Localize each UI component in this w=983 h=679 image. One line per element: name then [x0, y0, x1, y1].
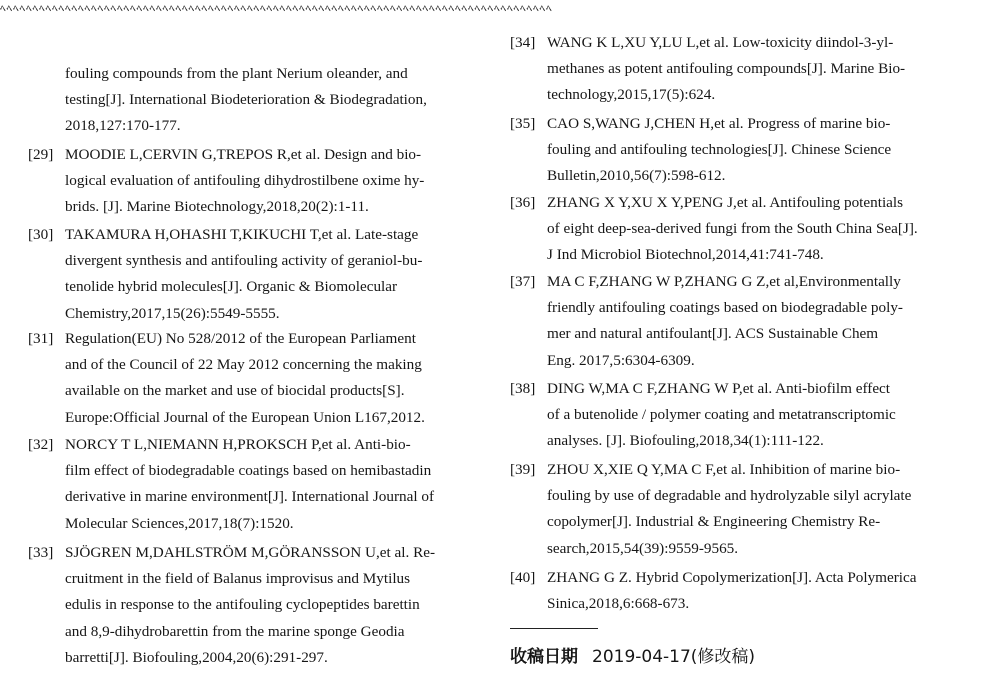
reference-body	[510, 190, 918, 269]
reference-line: search,2015,54(39):9559-9565.	[547, 539, 739, 557]
reference-body	[28, 142, 424, 221]
reference-number: [33]	[28, 544, 54, 561]
reference-line: fouling and antifouling technologies[J]. Chinese Science	[547, 141, 892, 159]
reference-body	[510, 111, 891, 190]
reference-line: fouling compounds from the plant Nerium oleander, and	[65, 65, 408, 82]
reference-body	[28, 61, 427, 140]
reference-line: cruitment in the field of Balanus improvisus and Mytilus	[65, 570, 411, 588]
reference-line: CAO S,WANG J,CHEN H,et al. Progress of marine bio-	[547, 115, 891, 132]
reference-35	[510, 111, 891, 190]
reference-line: available on the market and use of biocidal products[S].	[65, 382, 405, 400]
reference-line: Chemistry,2017,15(26):5549-5555.	[65, 304, 280, 322]
reference-37	[510, 269, 903, 374]
reference-32	[28, 432, 434, 537]
footnote-divider	[510, 628, 598, 629]
reference-line: mer and natural antifoulant[J]. ACS Sustainable Chem	[547, 325, 879, 343]
reference-body	[28, 326, 425, 431]
reference-number: [31]	[28, 330, 54, 347]
reference-line: film effect of biodegradable coatings based on hemibastadin	[65, 462, 432, 480]
reference-line: ZHOU X,XIE Q Y,MA C F,et al. Inhibition of marine bio-	[547, 461, 901, 478]
reference-body	[510, 376, 896, 455]
reference-line: TAKAMURA H,OHASHI T,KIKUCHI T,et al. Late-stage	[65, 226, 419, 243]
reference-line: and 8,9-dihydrobarettin from the marine sponge Geodia	[65, 622, 405, 640]
reference-number: [35]	[510, 115, 536, 132]
reference-line: and of the Council of 22 May 2012 concerning the making	[65, 356, 422, 374]
reference-number: [29]	[28, 146, 54, 163]
reference-number: [39]	[510, 461, 536, 478]
reference-29	[28, 142, 424, 221]
reference-33	[28, 540, 435, 671]
reference-body	[28, 222, 422, 327]
reference-31	[28, 326, 425, 431]
received-date-value: 2019-04-17(修改稿)	[592, 647, 756, 667]
reference-line: SJÖGREN M,DAHLSTRÖM M,GÖRANSSON U,et al. Re-	[65, 544, 436, 561]
reference-36	[510, 190, 918, 269]
reference-body	[510, 457, 911, 562]
reference-line: barretti[J]. Biofouling,2004,20(6):291-297.	[65, 648, 328, 666]
reference-number: [30]	[28, 226, 54, 243]
reference-line: derivative in marine environment[J]. International Journal of	[65, 488, 435, 506]
reference-line: Eng. 2017,5:6304-6309.	[547, 351, 695, 369]
reference-39	[510, 457, 911, 562]
reference-line: testing[J]. International Biodeterioration & Biodegradation,	[65, 91, 427, 109]
reference-line: Sinica,2018,6:668-673.	[547, 595, 690, 613]
reference-34	[510, 30, 905, 109]
reference-line: logical evaluation of antifouling dihydrostilbene oxime hy-	[65, 172, 425, 190]
reference-line: MA C F,ZHANG W P,ZHANG G Z,et al,Environmentally	[547, 273, 901, 290]
reference-30	[28, 222, 422, 327]
reference-body	[510, 269, 903, 374]
reference-number: [36]	[510, 194, 536, 211]
received-date-label: 收稿日期	[510, 647, 578, 667]
reference-line: technology,2015,17(5):624.	[547, 86, 716, 104]
reference-continuation	[28, 61, 427, 140]
reference-line: analyses. [J]. Biofouling,2018,34(1):111-122.	[547, 432, 824, 450]
reference-line: copolymer[J]. Industrial & Engineering Chemistry Re-	[547, 513, 881, 531]
reference-line: MOODIE L,CERVIN G,TREPOS R,et al. Design and bio-	[65, 146, 422, 163]
reference-body	[28, 540, 435, 671]
reference-line: edulis in response to the antifouling cyclopeptides barettin	[65, 596, 420, 614]
reference-body	[510, 30, 905, 109]
reference-line: Bulletin,2010,56(7):598-612.	[547, 167, 726, 185]
reference-line: WANG K L,XU Y,LU L,et al. Low-toxicity diindol-3-yl-	[547, 34, 894, 51]
reference-38	[510, 376, 896, 455]
reference-line: NORCY T L,NIEMANN H,PROKSCH P,et al. Anti-bio-	[65, 436, 411, 453]
reference-line: J Ind Microbiol Biotechnol,2014,41:741-748.	[547, 246, 824, 264]
reference-line: of eight deep-sea-derived fungi from the South China Sea[J].	[547, 220, 918, 238]
reference-line: ZHANG X Y,XU X Y,PENG J,et al. Antifouling potentials	[547, 194, 904, 211]
reference-line: divergent synthesis and antifouling activity of geraniol-bu-	[65, 252, 423, 270]
reference-line: Molecular Sciences,2017,18(7):1520.	[65, 514, 294, 532]
reference-line: Regulation(EU) No 528/2012 of the European Parliament	[65, 330, 416, 347]
reference-40	[510, 565, 916, 617]
reference-line: ZHANG G Z. Hybrid Copolymerization[J]. Acta Polymerica	[547, 569, 917, 586]
reference-number: [32]	[28, 436, 54, 453]
reference-line: of a butenolide / polymer coating and metatranscriptomic	[547, 406, 896, 424]
reference-line: methanes as potent antifouling compounds[J]. Marine Bio-	[547, 60, 906, 78]
reference-number: [34]	[510, 34, 536, 51]
reference-number: [38]	[510, 380, 536, 397]
reference-number: [40]	[510, 569, 536, 586]
reference-body	[510, 565, 916, 617]
reference-line: fouling by use of degradable and hydrolyzable silyl acrylate	[547, 487, 912, 505]
received-date-note	[510, 645, 755, 669]
reference-line: friendly antifouling coatings based on biodegradable poly-	[547, 299, 903, 317]
decorative-top-border: ﾍﾍﾍﾍﾍﾍﾍﾍﾍﾍﾍﾍﾍﾍﾍﾍﾍﾍﾍﾍﾍﾍﾍﾍﾍﾍﾍﾍﾍﾍﾍﾍﾍﾍﾍﾍﾍﾍﾍﾍﾍﾍﾍﾍﾍﾍﾍﾍﾍﾍﾍﾍﾍﾍﾍﾍﾍﾍﾍﾍﾍﾍﾍﾍﾍﾍﾍﾍﾍﾍﾍﾍﾍﾍﾍﾍﾍﾍﾍﾍﾍﾍﾍﾍﾍ	[0, 2, 553, 15]
reference-number: [37]	[510, 273, 536, 290]
reference-line: Europe:Official Journal of the European Union L167,2012.	[65, 408, 425, 426]
reference-line: tenolide hybrid molecules[J]. Organic & Biomolecular	[65, 278, 398, 296]
reference-body	[28, 432, 434, 537]
reference-line: DING W,MA C F,ZHANG W P,et al. Anti-biofilm effect	[547, 380, 891, 397]
reference-line: brids. [J]. Marine Biotechnology,2018,20(2):1-11.	[65, 198, 369, 216]
reference-line: 2018,127:170-177.	[65, 117, 181, 135]
